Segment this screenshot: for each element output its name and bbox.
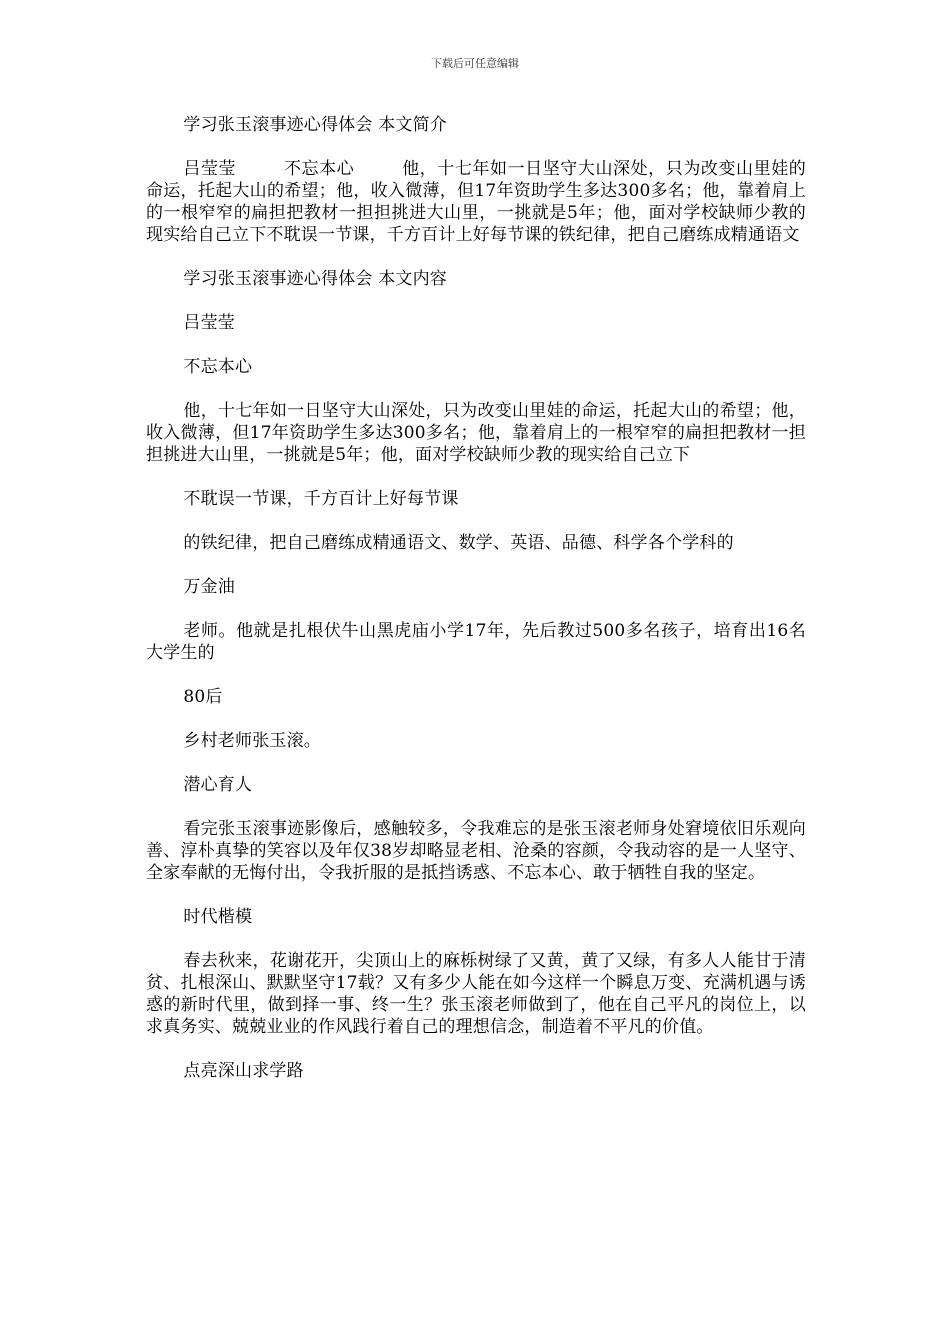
body-paragraph: 的铁纪律，把自己磨练成精通语文、数学、英语、品德、科学各个学科的	[183, 533, 734, 553]
body-paragraph: 老师。他就是扎根伏牛山黑虎庙小学17年，先后教过500多名孩子，培育出16名大学生的	[146, 621, 806, 663]
body-paragraph: 春去秋来，花谢花开，尖顶山上的麻栎树绿了又黄，黄了又绿，有多人人能甘于清贫、扎根深山、默默坚守17载？又有多少人能在如今这样一个瞬息万变、充满机遇与诱惑的新时代里，做到择一事、终一生？张玉滚老师做到了，他在自己平凡的岗位上，以求真务实、兢兢业业的作风践行着自己的理想信念，制造着不平凡的价值。	[146, 951, 806, 1037]
body-paragraph: 他，十七年如一日坚守大山深处，只为改变山里娃的命运，托起大山的希望；他，收入微薄，但17年资助学生多达300多名；他，靠着肩上的一根窄窄的扁担把教材一担担挑进大山里，一挑就是5年；他，面对学校缺师少教的现实给自己立下	[146, 401, 806, 465]
section-title-bu-wang-ben-xin: 不忘本心	[183, 357, 253, 377]
document-body	[146, 114, 806, 1104]
body-paragraph: 80后	[183, 687, 223, 707]
body-paragraph: 乡村老师张玉滚。	[183, 731, 321, 751]
content-heading: 学习张玉滚事迹心得体会 本文内容	[183, 269, 447, 289]
page-header-note: 下载后可任意编辑	[431, 57, 519, 70]
summary-paragraph: 吕莹莹 不忘本心 他，十七年如一日坚守大山深处，只为改变山里娃的命运，托起大山的希望；他，收入微薄，但17年资助学生多达300多名；他，靠着肩上的一根窄窄的扁担把教材一担担挑进大山里，一挑就是5年；他，面对学校缺师少教的现实给自己立下不耽误一节课，千方百计上好每节课的铁纪律，把自己磨练成精通语文	[146, 159, 806, 245]
body-paragraph: 万金油	[183, 577, 235, 597]
summary-heading: 学习张玉滚事迹心得体会 本文简介	[183, 115, 447, 135]
section-title-qian-xin-yu-ren: 潜心育人	[183, 775, 253, 795]
author-name: 吕莹莹	[183, 313, 235, 333]
section-title-shi-dai-kai-mo: 时代楷模	[183, 907, 253, 927]
body-paragraph: 不耽误一节课，千方百计上好每节课	[183, 489, 459, 509]
section-title-dian-liang: 点亮深山求学路	[183, 1061, 304, 1081]
body-paragraph: 看完张玉滚事迹影像后，感触较多，令我难忘的是张玉滚老师身处窘境依旧乐观向善、淳朴真挚的笑容以及年仅38岁却略显老相、沧桑的容颜，令我动容的是一人坚守、全家奉献的无悔付出，令我折服的是抵挡诱惑、不忘本心、敢于牺牲自我的坚定。	[146, 819, 806, 883]
